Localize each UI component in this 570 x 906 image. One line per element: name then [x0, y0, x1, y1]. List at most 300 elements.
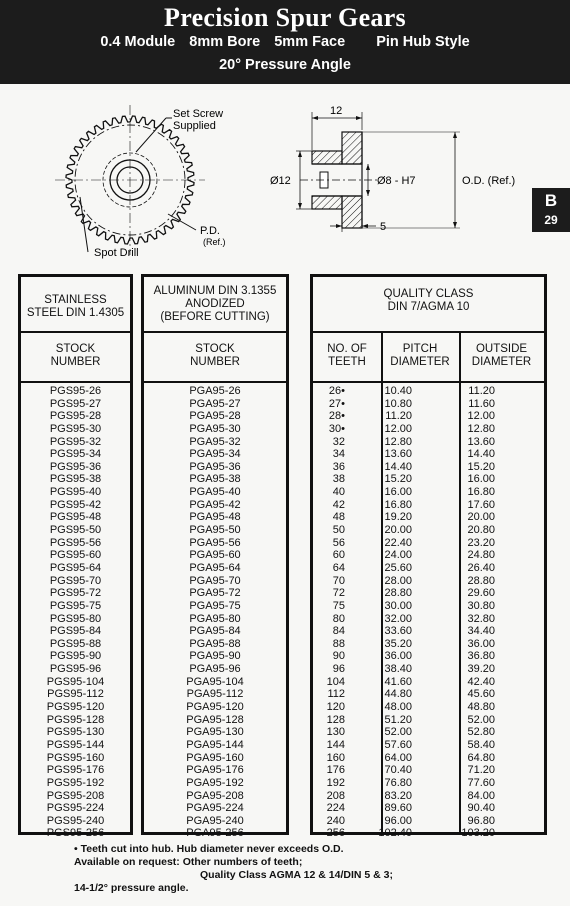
- header-banner: [0, 0, 570, 84]
- table-row: [144, 827, 286, 840]
- stock-number: PGA95-224: [186, 802, 244, 815]
- quality-table: [310, 274, 547, 840]
- face-spec: 5mm Face: [274, 34, 346, 50]
- stock-number: PGS95-90: [49, 650, 102, 663]
- dim-bore: Ø8 - H7: [377, 175, 416, 187]
- teeth-count: 96: [332, 663, 345, 676]
- teeth-count: 90: [332, 650, 345, 663]
- table-row: [21, 423, 130, 436]
- table-row: [21, 752, 130, 765]
- table-row: [144, 752, 286, 765]
- stock-number: PGS95-34: [49, 448, 102, 461]
- stock-number: PGA95-160: [186, 751, 244, 764]
- pitch-diameter: 32.00: [384, 612, 412, 625]
- pd-col-header: [381, 333, 459, 383]
- page-title: Precision Spur Gears: [164, 3, 406, 32]
- pitch-diameter: 19.20: [384, 511, 412, 524]
- stock-number: PGS95-104: [46, 675, 105, 688]
- stock-number: PGA95-144: [186, 738, 244, 751]
- teeth-count: 208: [326, 789, 345, 802]
- stock-number: PGA95-28: [189, 410, 241, 423]
- stock-number: PGS95-130: [46, 726, 105, 739]
- pd-label: P.D.: [200, 225, 220, 237]
- teeth-count: 104: [326, 675, 345, 688]
- teeth-col-line1: NO. OF: [327, 343, 367, 355]
- teeth-count: 48: [332, 511, 345, 524]
- table-row: [313, 764, 544, 777]
- table-row: [144, 688, 286, 701]
- pitch-diameter: 102.40: [378, 827, 412, 840]
- stock-col-line1: STOCK: [195, 343, 235, 355]
- stock-number: PGS95-48: [49, 511, 102, 524]
- stock-number: PGA95-48: [189, 511, 241, 524]
- stainless-col-header: [21, 333, 130, 383]
- teeth-count: 72: [332, 587, 345, 600]
- page-number: 29: [544, 213, 558, 227]
- teeth-count: 34: [332, 448, 345, 461]
- teeth-count: 120: [326, 701, 345, 714]
- quality-header: [313, 277, 544, 333]
- outside-diameter: 15.20: [467, 460, 495, 473]
- stock-number: PGS95-224: [46, 802, 105, 815]
- stock-number: PGS95-36: [49, 460, 102, 473]
- outside-diameter: 23.20: [467, 536, 495, 549]
- table-row: [21, 562, 130, 575]
- teeth-col-header: [313, 333, 381, 383]
- stock-number: PGA95-128: [186, 713, 244, 726]
- table-row: [313, 638, 544, 651]
- stock-number: PGS95-27: [49, 397, 102, 410]
- stock-number: PGS95-30: [49, 422, 102, 435]
- stock-number: PGS95-88: [49, 637, 102, 650]
- aluminum-rows: [144, 385, 286, 840]
- teeth-count: 84: [332, 625, 345, 638]
- stock-number: PGS95-64: [49, 561, 102, 574]
- pitch-diameter: 30.00: [384, 599, 412, 612]
- stock-number: PGA95-112: [186, 688, 244, 701]
- table-row: [144, 739, 286, 752]
- aluminum-table: [141, 274, 289, 840]
- outside-diameter: 17.60: [467, 498, 495, 511]
- pitch-diameter: 10.40: [384, 385, 412, 397]
- stock-number: PGS95-42: [49, 498, 102, 511]
- table-row: [21, 726, 130, 739]
- stock-number: PGA95-60: [189, 549, 241, 562]
- outside-diameter: 90.40: [467, 802, 495, 815]
- table-row: [21, 827, 130, 840]
- footnote: [74, 843, 393, 895]
- teeth-count: 176: [326, 764, 345, 777]
- outside-diameter: 45.60: [467, 688, 495, 701]
- table-row: [313, 688, 544, 701]
- section-tab: [532, 188, 570, 232]
- outside-diameter: 96.80: [467, 814, 495, 827]
- table-row: [313, 436, 544, 449]
- outside-diameter: 12.00: [467, 410, 495, 423]
- outside-diameter: 71.20: [467, 764, 495, 777]
- table-row: [313, 600, 544, 613]
- pitch-diameter: 15.20: [384, 473, 412, 486]
- table-row: [21, 739, 130, 752]
- teeth-col-line2: TEETH: [328, 356, 366, 368]
- outside-diameter: 12.80: [467, 422, 495, 435]
- spec-line: [0, 34, 570, 50]
- stock-number: PGA95-36: [189, 460, 241, 473]
- table-row: [313, 739, 544, 752]
- table-row: [21, 486, 130, 499]
- table-row: [313, 777, 544, 790]
- stock-number: PGA95-56: [189, 536, 241, 549]
- pitch-diameter: 20.00: [384, 524, 412, 537]
- stock-number: PGS95-144: [46, 738, 105, 751]
- aluminum-col-header: [144, 333, 286, 383]
- table-row: [21, 676, 130, 689]
- stock-number: PGS95-80: [49, 612, 102, 625]
- table-row: [144, 549, 286, 562]
- stock-number: PGA95-75: [189, 599, 241, 612]
- pitch-diameter: 16.00: [384, 486, 412, 499]
- teeth-count: 36: [332, 460, 345, 473]
- table-row: [313, 650, 544, 663]
- outside-diameter: 20.80: [467, 524, 495, 537]
- table-row: [21, 511, 130, 524]
- dim-od: O.D. (Ref.): [462, 175, 516, 187]
- stock-number: PGA95-40: [189, 486, 241, 499]
- quality-rows: [313, 385, 544, 840]
- stock-number: PGS95-75: [49, 599, 102, 612]
- table-row: [144, 473, 286, 486]
- teeth-count: 26•: [328, 385, 345, 397]
- teeth-count: 50: [332, 524, 345, 537]
- pitch-diameter: 28.00: [384, 574, 412, 587]
- od-col-line2: DIAMETER: [471, 356, 532, 368]
- pd-ref-label: (Ref.): [203, 237, 226, 247]
- table-row: [144, 537, 286, 550]
- pd-col-line2: DIAMETER: [390, 356, 450, 368]
- table-row: [313, 423, 544, 436]
- pitch-diameter: 13.60: [384, 448, 412, 461]
- stock-number: PGA95-88: [189, 637, 241, 650]
- pitch-diameter: 76.80: [384, 776, 412, 789]
- quality-header-line1: QUALITY CLASS: [383, 288, 474, 300]
- table-row: [313, 663, 544, 676]
- stock-col-line2: NUMBER: [190, 356, 240, 368]
- table-row: [144, 676, 286, 689]
- pitch-diameter: 57.60: [384, 738, 412, 751]
- section-letter: B: [544, 191, 558, 210]
- quality-col-header: [313, 333, 544, 383]
- table-row: [313, 511, 544, 524]
- dim-12-top: 12: [330, 105, 343, 117]
- dim-dia-12: Ø12: [270, 175, 291, 187]
- outside-diameter: 34.40: [467, 625, 495, 638]
- table-row: [21, 815, 130, 828]
- pitch-diameter: 35.20: [384, 637, 412, 650]
- teeth-count: 75: [332, 599, 345, 612]
- stock-number: PGS95-176: [46, 764, 105, 777]
- stock-number: PGA95-120: [186, 701, 244, 714]
- table-row: [21, 385, 130, 398]
- stock-number: PGA95-50: [189, 524, 241, 537]
- pitch-diameter: 14.40: [384, 460, 412, 473]
- outside-diameter: 77.60: [467, 776, 495, 789]
- table-row: [21, 537, 130, 550]
- outside-diameter: 13.60: [467, 435, 495, 448]
- stock-number: PGS95-26: [49, 385, 102, 397]
- table-row: [313, 385, 544, 398]
- pitch-diameter: 38.40: [384, 663, 412, 676]
- pitch-diameter: 96.00: [384, 814, 412, 827]
- stock-number: PGA95-27: [189, 397, 241, 410]
- table-row: [21, 790, 130, 803]
- table-row: [21, 398, 130, 411]
- table-row: [144, 790, 286, 803]
- teeth-count: 70: [332, 574, 345, 587]
- table-row: [313, 473, 544, 486]
- table-row: [21, 714, 130, 727]
- outside-diameter: 11.20: [468, 385, 495, 397]
- table-row: [144, 663, 286, 676]
- stock-number: PGA95-208: [186, 789, 244, 802]
- stock-number: PGS95-208: [46, 789, 105, 802]
- stock-number: PGS95-50: [49, 524, 102, 537]
- outside-diameter: 16.00: [467, 473, 495, 486]
- teeth-count: 30•: [328, 422, 345, 435]
- teeth-count: 80: [332, 612, 345, 625]
- teeth-count: 28•: [328, 410, 345, 423]
- table-row: [313, 461, 544, 474]
- stock-number: PGS95-72: [49, 587, 102, 600]
- outside-diameter: 58.40: [467, 738, 495, 751]
- pitch-diameter: 28.80: [384, 587, 412, 600]
- outside-diameter: 48.80: [467, 701, 495, 714]
- teeth-count: 40: [332, 486, 345, 499]
- set-screw-label-2: Supplied: [173, 120, 216, 132]
- set-screw-label: Set Screw: [173, 108, 224, 120]
- od-col-line1: OUTSIDE: [475, 343, 528, 355]
- gear-drawing: [0, 84, 570, 274]
- footnote-line3: Quality Class AGMA 12 & 14/DIN 5 & 3;: [200, 869, 393, 881]
- outside-diameter: 42.40: [467, 675, 495, 688]
- stock-number: PGA95-64: [189, 561, 241, 574]
- table-row: [21, 461, 130, 474]
- pitch-diameter: 16.80: [384, 498, 412, 511]
- stock-number: PGS95-70: [49, 574, 102, 587]
- pitch-diameter: 36.00: [384, 650, 412, 663]
- outside-diameter: 52.80: [467, 726, 495, 739]
- table-row: [144, 461, 286, 474]
- table-row: [144, 423, 286, 436]
- stock-number: PGA95-42: [189, 498, 241, 511]
- pitch-diameter: 12.80: [384, 435, 412, 448]
- teeth-count: 56: [332, 536, 345, 549]
- table-row: [144, 385, 286, 398]
- teeth-count: 130: [326, 726, 345, 739]
- stock-number: PGA95-32: [189, 435, 241, 448]
- stock-number: PGA95-26: [189, 385, 241, 397]
- table-row: [313, 827, 544, 840]
- table-row: [144, 398, 286, 411]
- table-row: [313, 575, 544, 588]
- stainless-header-line1: STAINLESS: [44, 294, 107, 306]
- pitch-diameter: 83.20: [384, 789, 412, 802]
- table-row: [144, 638, 286, 651]
- pitch-diameter: 11.20: [385, 410, 412, 423]
- pitch-diameter: 48.00: [384, 701, 412, 714]
- table-row: [144, 764, 286, 777]
- outside-diameter: 20.00: [467, 511, 495, 524]
- stock-number: PGA95-80: [189, 612, 241, 625]
- table-row: [313, 714, 544, 727]
- stock-number: PGA95-192: [186, 776, 244, 789]
- stock-number: PGS95-128: [46, 713, 105, 726]
- pitch-diameter: 12.00: [384, 422, 412, 435]
- outside-diameter: 39.20: [467, 663, 495, 676]
- aluminum-header-line3: (BEFORE CUTTING): [160, 311, 270, 323]
- pitch-diameter: 22.40: [384, 536, 412, 549]
- stock-number: PGA95-30: [189, 422, 241, 435]
- table-row: [313, 790, 544, 803]
- teeth-count: 240: [326, 814, 345, 827]
- pitch-diameter: 41.60: [384, 675, 412, 688]
- outside-diameter: 30.80: [467, 599, 495, 612]
- outside-diameter: 36.80: [467, 650, 495, 663]
- table-row: [144, 625, 286, 638]
- pitch-diameter: 64.00: [384, 751, 412, 764]
- table-row: [21, 625, 130, 638]
- stainless-header-line2: STEEL DIN 1.4305: [26, 307, 125, 319]
- table-row: [144, 600, 286, 613]
- outside-diameter: 103.20: [461, 827, 495, 840]
- teeth-count: 38: [332, 473, 345, 486]
- table-row: [144, 726, 286, 739]
- table-row: [313, 726, 544, 739]
- stock-number: PGS95-120: [46, 701, 105, 714]
- outside-diameter: 24.80: [467, 549, 495, 562]
- pitch-diameter: 70.40: [384, 764, 412, 777]
- table-row: [313, 562, 544, 575]
- stock-number: PGA95-240: [186, 814, 244, 827]
- teeth-count: 224: [326, 802, 345, 815]
- pressure-angle-spec: 20° Pressure Angle: [219, 57, 351, 73]
- table-row: [21, 650, 130, 663]
- stainless-header: [21, 277, 130, 333]
- stock-number: PGA95-34: [189, 448, 241, 461]
- stock-number: PGA95-72: [189, 587, 241, 600]
- table-row: [144, 436, 286, 449]
- outside-diameter: 52.00: [467, 713, 495, 726]
- teeth-count: 112: [327, 688, 345, 701]
- table-row: [313, 398, 544, 411]
- table-row: [21, 549, 130, 562]
- table-row: [21, 764, 130, 777]
- stock-number: PGS95-38: [49, 473, 102, 486]
- stock-number: PGS95-160: [46, 751, 105, 764]
- stock-number: PGS95-28: [49, 410, 102, 423]
- teeth-count: 160: [326, 751, 345, 764]
- quality-header-line2: DIN 7/AGMA 10: [387, 301, 470, 313]
- stock-number: PGA95-176: [186, 764, 244, 777]
- stock-number: PGA95-84: [189, 625, 241, 638]
- stock-col-line2: NUMBER: [50, 356, 101, 368]
- pd-col-line1: PITCH: [402, 343, 438, 355]
- stainless-table: [18, 274, 133, 840]
- teeth-count: 128: [326, 713, 345, 726]
- table-row: [313, 448, 544, 461]
- outside-diameter: 11.60: [468, 397, 495, 410]
- table-row: [313, 499, 544, 512]
- spot-drill-label: Spot Drill: [94, 247, 139, 259]
- table-row: [313, 587, 544, 600]
- outside-diameter: 36.00: [467, 637, 495, 650]
- table-row: [144, 777, 286, 790]
- stock-number: PGA95-130: [186, 726, 244, 739]
- stock-number: PGS95-192: [46, 776, 105, 789]
- footnote-line1: • Teeth cut into hub. Hub diameter never exceeds O.D.: [74, 843, 344, 855]
- table-row: [21, 575, 130, 588]
- table-row: [313, 613, 544, 626]
- table-row: [144, 410, 286, 423]
- outside-diameter: 32.80: [467, 612, 495, 625]
- teeth-count: 192: [326, 776, 345, 789]
- pitch-diameter: 44.80: [384, 688, 412, 701]
- pitch-diameter: 51.20: [384, 713, 412, 726]
- stock-col-line1: STOCK: [55, 343, 96, 355]
- pitch-diameter: 24.00: [384, 549, 412, 562]
- table-row: [21, 587, 130, 600]
- table-row: [313, 815, 544, 828]
- table-row: [21, 524, 130, 537]
- table-row: [144, 499, 286, 512]
- teeth-count: 144: [326, 738, 345, 751]
- aluminum-header-line2: ANODIZED: [185, 298, 245, 310]
- stock-number: PGA95-104: [186, 675, 244, 688]
- teeth-count: 88: [332, 637, 345, 650]
- table-row: [21, 613, 130, 626]
- pitch-diameter: 52.00: [384, 726, 412, 739]
- teeth-count: 60: [332, 549, 345, 562]
- table-row: [313, 802, 544, 815]
- table-row: [144, 524, 286, 537]
- stock-number: PGA95-90: [189, 650, 241, 663]
- gear-section-view: [270, 105, 515, 233]
- table-row: [313, 486, 544, 499]
- outside-diameter: 64.80: [467, 751, 495, 764]
- table-row: [21, 701, 130, 714]
- outside-diameter: 26.40: [467, 561, 495, 574]
- table-row: [313, 549, 544, 562]
- table-row: [144, 562, 286, 575]
- table-row: [313, 524, 544, 537]
- pitch-diameter: 89.60: [384, 802, 412, 815]
- table-row: [144, 815, 286, 828]
- table-row: [21, 600, 130, 613]
- stock-number: PGA95-96: [189, 663, 241, 676]
- outside-diameter: 84.00: [467, 789, 495, 802]
- stock-number: PGS95-112: [47, 688, 104, 701]
- stock-number: PGS95-256: [46, 827, 105, 840]
- table-row: [21, 473, 130, 486]
- table-row: [21, 638, 130, 651]
- stock-number: PGA95-70: [189, 574, 241, 587]
- table-row: [144, 448, 286, 461]
- table-row: [313, 537, 544, 550]
- stock-number: PGS95-60: [49, 549, 102, 562]
- table-row: [313, 410, 544, 423]
- aluminum-header: [144, 277, 286, 333]
- table-row: [144, 587, 286, 600]
- table-row: [21, 663, 130, 676]
